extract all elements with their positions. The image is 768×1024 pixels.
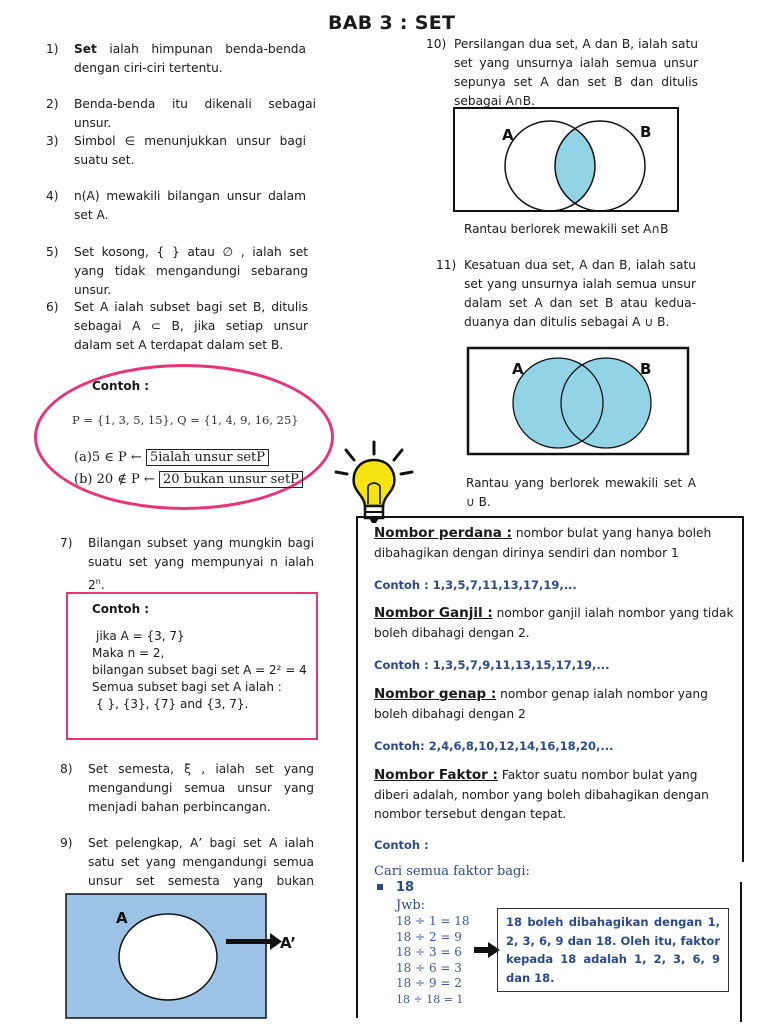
complement-label-a: A <box>116 909 128 927</box>
intersection-label-b: B <box>640 123 652 141</box>
prime-example: Contoh : 1,3,5,7,11,13,17,19,... <box>374 578 577 592</box>
factor-bullet-icon <box>377 884 383 890</box>
intersection-label-a: A <box>502 126 514 144</box>
division-line: 18 ÷ 18 = 1 <box>396 992 464 1006</box>
point-1: 1) Set ialah himpunan benda-benda dengan ciri-ciri tertentu. <box>46 42 306 75</box>
factor-conclusion: 18 boleh dibahagikan dengan 1, 2, 3, 6, 9 dan 18. Oleh itu, faktor kepada 18 adalah 1, 2, 3, 6, 9 dan 18. <box>497 908 729 992</box>
intersection-diagram <box>452 104 688 216</box>
point-5: 5) Set kosong, { } atau ∅ , ialah set yang tidak mengandungi sebarang unsur. <box>46 245 308 297</box>
union-label-b: B <box>640 360 652 378</box>
point-3: 3) Simbol ∈ menunjukkan unsur bagi suatu set. <box>46 134 306 167</box>
example-2-line: jika A = {3, 7} <box>96 629 185 643</box>
example-1-box-b: 20 bukan unsur setP <box>159 471 303 488</box>
division-line: 18 ÷ 9 = 2 <box>396 976 462 990</box>
arrow-shaft <box>226 939 272 944</box>
factor-prompt: Cari semua faktor bagi: <box>374 864 530 879</box>
union-caption: Rantau yang berlorek mewakili set A ∪ B. <box>466 476 696 509</box>
example-1-box-a: 5ialah unsur setP <box>146 449 269 466</box>
example-1-line-b: (b) 20 ∉ P ← 20 bukan unsur setP <box>74 470 303 489</box>
point-4: 4) n(A) mewakili bilangan unsur dalam set A. <box>46 189 306 222</box>
point-11: 11) Kesatuan dua set, A dan B, ialah satu set yang unsurnya ialah semua unsur dalam set A dan set B atau kedua-duanya dan ditulis sebagai A ∪ B. <box>436 258 696 329</box>
division-line: 18 ÷ 3 = 6 <box>396 945 462 959</box>
even-example: Contoh: 2,4,6,8,10,12,14,16,18,20,... <box>374 739 614 753</box>
number-type-prime: Nombor perdana : nombor bulat yang hanya boleh dibahagikan dengan dirinya sendiri dan nombor 1 <box>374 525 712 560</box>
union-label-a: A <box>512 360 524 378</box>
complement-label-a-prime: A’ <box>280 934 296 952</box>
example-1-sets: P = {1, 3, 5, 15}, Q = {1, 4, 9, 16, 25} <box>72 413 299 427</box>
factor-divisions <box>396 914 470 1007</box>
set-a-ellipse <box>119 914 217 1000</box>
point-6: 6) Set A ialah subset bagi set B, ditulis sebagai A ⊂ B, jika setiap unsur dalam set A terdapat dalam set B. <box>46 300 308 352</box>
factor-jwb: Jwb: <box>396 898 426 913</box>
division-line: 18 ÷ 2 = 9 <box>396 929 462 944</box>
factor-example-label: Contoh : <box>374 838 429 852</box>
point-2: 2) Benda-benda itu dikenali sebagai unsur. <box>46 97 316 130</box>
division-line: 18 ÷ 1 = 18 <box>396 914 470 928</box>
intersection-caption: Rantau berlorek mewakili set A∩B <box>464 222 669 236</box>
complement-diagram <box>60 890 320 1024</box>
example-2-line: { }, {3}, {7} and {3, 7}. <box>96 697 249 711</box>
factor-box-right-border <box>740 882 742 1022</box>
example-1-label: Contoh : <box>92 379 150 393</box>
union-diagram <box>466 346 692 458</box>
example-2-body <box>92 628 307 713</box>
number-type-even: Nombor genap : nombor genap ialah nombor yang boleh dibahagi dengan 2 <box>374 686 708 721</box>
page-title: BAB 3 : SET <box>328 12 456 34</box>
light-bulb-icon <box>334 440 414 526</box>
number-type-odd: Nombor Ganjil : nombor ganjil ialah nombor yang tidak boleh dibahagi dengan 2. <box>374 605 734 640</box>
example-2-line: bilangan subset bagi set A = 2² = 4 <box>92 663 307 677</box>
division-line: 18 ÷ 6 = 3 <box>396 960 462 975</box>
example-2-line: Semua subset bagi set A ialah : <box>92 680 282 694</box>
point-7: 7) Bilangan subset yang mungkin bagi suatu set yang mempunyai n ialah 2$^n$. <box>60 536 314 593</box>
point-9: 9) Set pelengkap, A’ bagi set A ialah satu set yang mengandungi semua unsur set semesta yang bukan <box>60 836 314 888</box>
example-2-line: Maka n = 2, <box>92 646 165 660</box>
odd-example: Contoh : 1,3,5,7,9,11,13,15,17,19,... <box>374 658 610 672</box>
factor-bullet-value: 18 <box>396 880 415 895</box>
factor-box-left-border <box>356 862 358 1018</box>
point-10: 10) Persilangan dua set, A dan B, ialah satu set yang unsurnya ialah semua unsur sepunya set A dan set B dan ditulis sebagai A∩B. <box>426 37 698 108</box>
example-1-line-a: (a)5 ∈ P ← 5ialah unsur setP <box>74 448 269 467</box>
number-type-factor: Nombor Faktor : Faktor suatu nombor bulat yang diberi adalah, nombor yang boleh dibahagikan dengan nombor tersebut dengan tepat. <box>374 767 709 821</box>
example-2-label: Contoh : <box>92 602 150 616</box>
point-8: 8) Set semesta, ξ , ialah set yang mengandungi semua unsur yang menjadi bahan perbincangan. <box>60 762 314 814</box>
